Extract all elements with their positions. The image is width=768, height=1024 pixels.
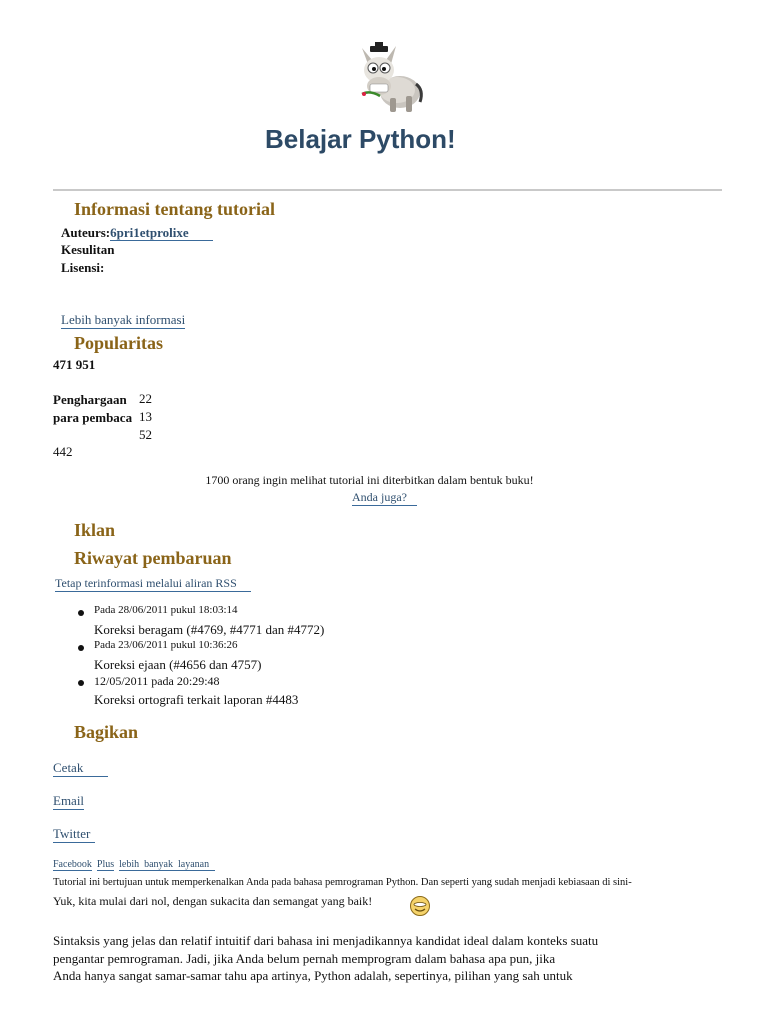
rss-link[interactable]: Tetap terinformasi melalui aliran RSS (55, 576, 251, 592)
ads-heading: Iklan (74, 520, 116, 540)
intro-line-1: Tutorial ini bertujuan untuk memperkenalkan Anda pada bahasa pemrograman Python. Dan seperti yang sudah menjadi kebiasaan di sini- (53, 877, 632, 888)
history-desc-3: Koreksi ortografi terkait laporan #4483 (94, 692, 299, 707)
donkey-mascot-icon (350, 40, 426, 116)
history-date-1: Pada 28/06/2011 pukul 18:03:14 (94, 604, 238, 616)
history-desc-1: Koreksi beragam (#4769, #4771 dan #4772) (94, 622, 325, 637)
intro-paragraph-line-2: pengantar pemrograman. Jadi, jika Anda belum pernah memprogram dalam bahasa apa pun, jika (53, 951, 556, 966)
difficulty-label: Kesulitan (61, 242, 115, 257)
print-link[interactable]: Cetak (53, 760, 108, 777)
email-link[interactable]: Email (53, 793, 85, 808)
book-request-text: 1700 orang ingin melihat tutorial ini diterbitkan dalam bentuk buku! (205, 473, 534, 487)
author-link-2[interactable]: etprolixe (140, 225, 213, 241)
intro-line-2: Yuk, kita mulai dari nol, dengan sukacita dan semangat yang baik! (53, 894, 373, 908)
history-date-2: Pada 23/06/2011 pukul 10:36:26 (94, 639, 238, 651)
twitter-link[interactable]: Twitter (53, 826, 95, 843)
share-heading: Bagikan (74, 722, 139, 742)
history-bullet (78, 610, 84, 616)
intro-paragraph-line-3: Anda hanya sangat samar-samar tahu apa artinya, Python adalah, sepertinya, pilihan yang sah untuk (53, 968, 573, 983)
info-heading: Informasi tentang tutorial (74, 199, 275, 219)
authors-row (61, 225, 213, 241)
extra-value: 442 (53, 444, 73, 459)
history-date-3: 12/05/2011 pada 20:29:48 (94, 674, 220, 688)
award-value-2: 13 (139, 409, 152, 424)
awards-label-2: para pembaca (53, 410, 133, 425)
more-info-link[interactable]: Lebih banyak informasi (61, 312, 186, 327)
awards-label-1: Penghargaan (53, 392, 127, 407)
award-value-1: 22 (139, 391, 152, 406)
book-request-link[interactable]: Anda juga? (352, 490, 417, 506)
header-divider (53, 189, 722, 191)
popularity-heading: Popularitas (74, 333, 164, 353)
history-bullet (78, 680, 84, 686)
smiley-icon (409, 895, 431, 922)
authors-label: Auteurs: (61, 225, 111, 240)
license-label: Lisensi: (61, 260, 105, 275)
facebook-link[interactable]: Facebook (53, 859, 92, 870)
history-bullet (78, 645, 84, 651)
author-link-1[interactable]: 6pri1 (110, 225, 140, 240)
history-desc-2: Koreksi ejaan (#4656 dan 4757) (94, 657, 262, 672)
award-value-3: 52 (139, 427, 152, 442)
more-services-link[interactable]: lebih banyak layanan (119, 859, 215, 871)
history-heading: Riwayat pembaruan (74, 548, 232, 568)
share-services-row (53, 859, 215, 870)
site-title: Belajar Python! (265, 124, 456, 154)
view-count: 471 951 (53, 357, 96, 372)
intro-paragraph-line-1: Sintaksis yang jelas dan relatif intuitif dari bahasa ini menjadikannya kandidat ideal dalam konteks suatu (53, 933, 599, 948)
plus-link[interactable]: Plus (96, 859, 115, 870)
